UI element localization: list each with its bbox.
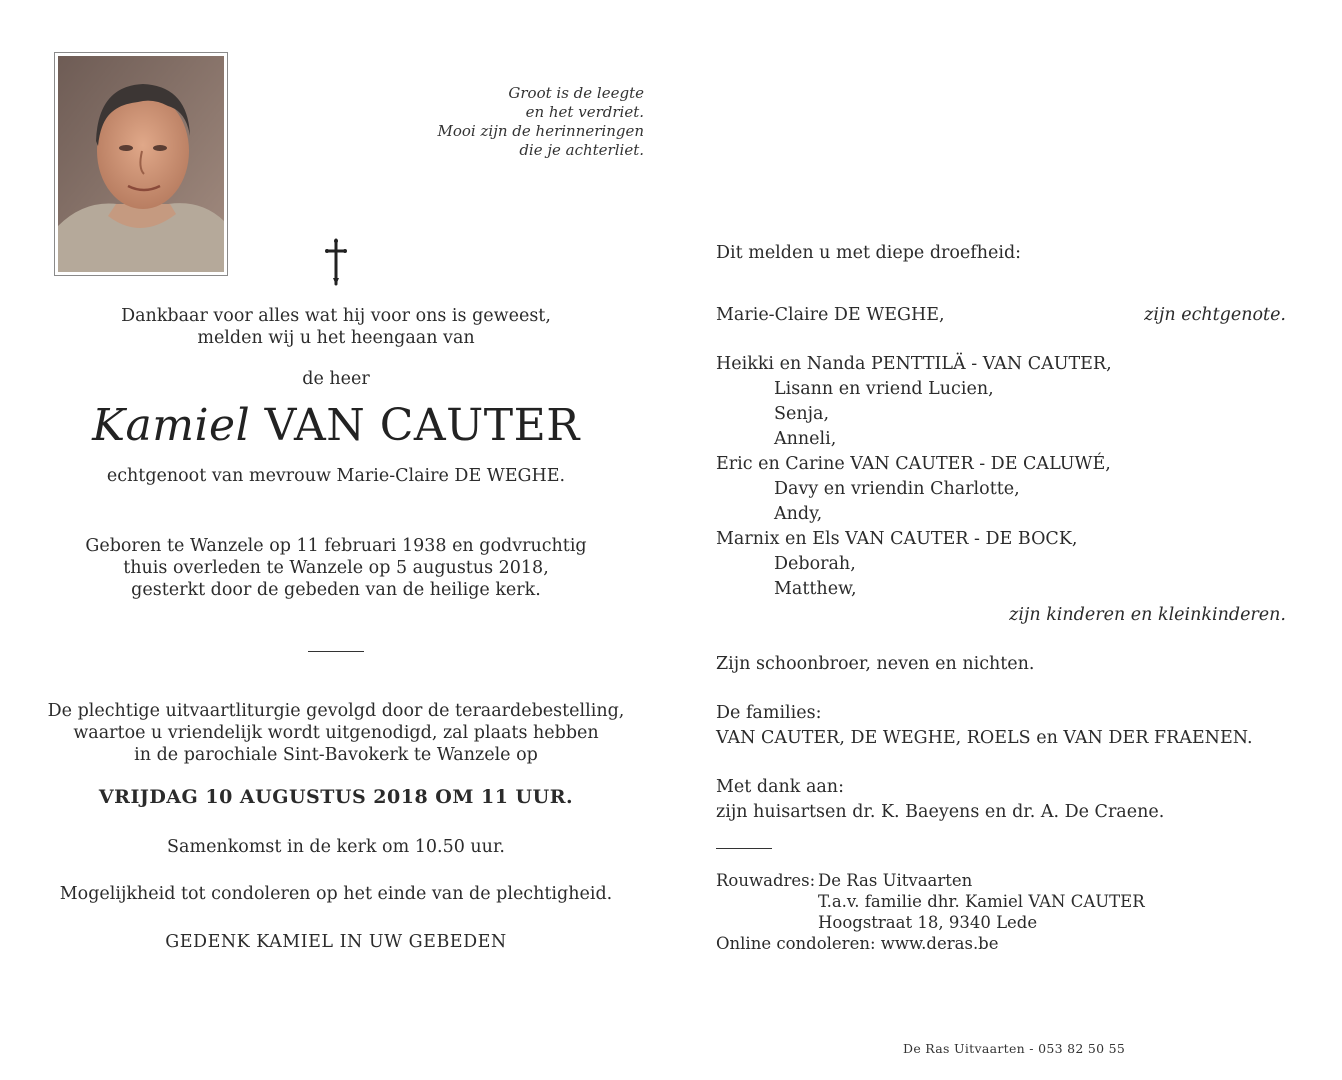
families-names: VAN CAUTER, DE WEGHE, ROELS en VAN DER FRAENEN.: [716, 728, 1253, 748]
spouse-line: echtgenoot van mevrouw Marie-Claire DE WEGHE.: [106, 466, 566, 486]
liturgy-line: waartoe u vriendelijk wordt uitgenodigd, zal plaats hebben: [73, 723, 599, 743]
family-member-row: Marnix en Els VAN CAUTER - DE BOCK,: [716, 529, 1078, 549]
family-member-row: Heikki en Nanda PENTTILÄ - VAN CAUTER,: [716, 354, 1112, 374]
announce-text: Dit melden u met diepe droefheid:: [716, 243, 1022, 263]
children-relation: zijn kinderen en kleinkinderen.: [1009, 605, 1286, 625]
liturgy-text: [30, 700, 642, 766]
intro-text: [30, 305, 642, 349]
thanks-text: zijn huisartsen dr. K. Baeyens en dr. A. De Craene.: [716, 802, 1165, 822]
first-name: Kamiel: [92, 400, 251, 451]
spouse-row: [716, 303, 1286, 328]
family-member-row: Anneli,: [774, 429, 837, 449]
birth-line: thuis overleden te Wanzele op 5 augustus 2018,: [123, 558, 549, 578]
address-line: De Ras Uitvaarten: [818, 871, 973, 890]
surname: VAN CAUTER: [264, 400, 580, 451]
portrait-image: [58, 56, 224, 272]
cross-icon: [322, 238, 350, 286]
family-member-row: Matthew,: [774, 579, 857, 599]
online-condolence-link[interactable]: Online condoleren: www.deras.be: [716, 934, 999, 953]
divider: [308, 651, 364, 652]
birth-death-text: [30, 535, 642, 601]
birth-line: gesterkt door de gebeden van de heilige kerk.: [131, 580, 541, 600]
thanks-label: Met dank aan:: [716, 777, 844, 797]
address-line: T.a.v. familie dhr. Kamiel VAN CAUTER: [818, 892, 1145, 911]
deceased-name: [30, 398, 642, 454]
remember-text: GEDENK KAMIEL IN UW GEBEDEN: [165, 932, 507, 952]
poem-line: en het verdriet.: [525, 103, 644, 121]
inlaws-text: Zijn schoonbroer, neven en nichten.: [716, 654, 1035, 674]
liturgy-line: De plechtige uitvaartliturgie gevolgd door de teraardebestelling,: [47, 701, 625, 721]
family-member-row: Davy en vriendin Charlotte,: [774, 479, 1020, 499]
family-member-row: Deborah,: [774, 554, 856, 574]
title-prefix: de heer: [302, 369, 370, 389]
condolence-note: Mogelijkheid tot condoleren op het einde van de plechtigheid.: [59, 884, 613, 904]
address-label: Rouwadres:: [716, 871, 816, 890]
liturgy-line: in de parochiale Sint-Bavokerk te Wanzele op: [134, 745, 538, 765]
address-line: Hoogstraat 18, 9340 Lede: [818, 913, 1038, 932]
families-label: De families:: [716, 703, 822, 723]
intro-line: melden wij u het heengaan van: [197, 328, 475, 348]
family-member-row: Lisann en vriend Lucien,: [774, 379, 994, 399]
family-list: [716, 352, 1286, 602]
poem-line: Mooi zijn de herinneringen: [437, 122, 644, 140]
poem: [380, 84, 644, 160]
family-member-row: Senja,: [774, 404, 830, 424]
footer-text: De Ras Uitvaarten - 053 82 50 55: [903, 1041, 1126, 1056]
poem-line: Groot is de leegte: [508, 84, 644, 102]
gathering-text: Samenkomst in de kerk om 10.50 uur.: [167, 837, 505, 857]
spouse-name: Marie-Claire DE WEGHE,: [716, 305, 945, 325]
family-member-row: Andy,: [774, 504, 823, 524]
family-member-row: Eric en Carine VAN CAUTER - DE CALUWÉ,: [716, 454, 1111, 474]
ceremony-date: VRIJDAG 10 AUGUSTUS 2018 OM 11 UUR.: [98, 786, 574, 808]
families-block: [716, 701, 1286, 751]
divider: [716, 848, 772, 849]
thanks-block: [716, 775, 1286, 825]
portrait-photo: [54, 52, 228, 276]
spouse-relation: zijn echtgenote.: [1144, 305, 1286, 325]
poem-line: die je achterliet.: [519, 141, 644, 159]
birth-line: Geboren te Wanzele op 11 februari 1938 en godvruchtig: [85, 536, 587, 556]
intro-line: Dankbaar voor alles wat hij voor ons is geweest,: [121, 306, 551, 326]
